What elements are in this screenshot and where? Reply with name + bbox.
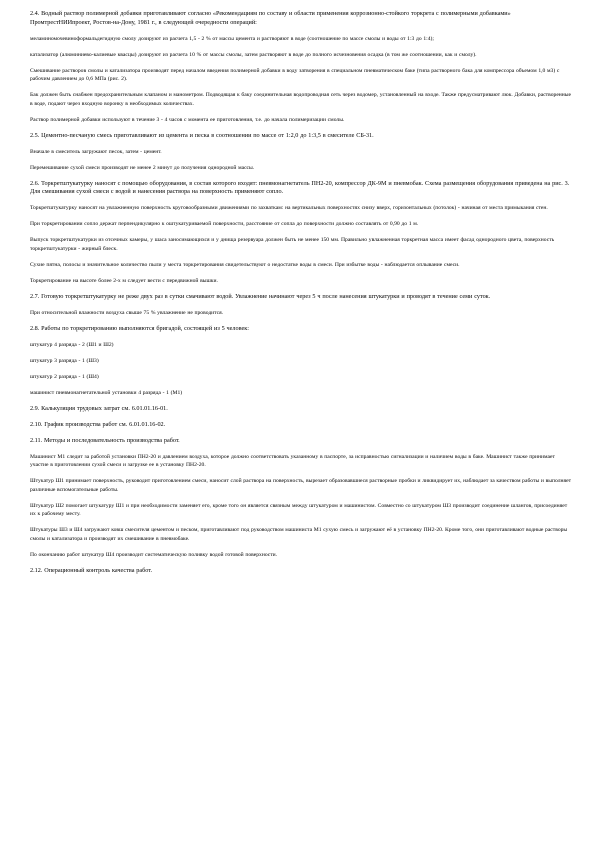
crew-member-m1: машинист пневмонагнетательной установки 4 разряда - 1 (М1) [30,389,183,396]
catalyst-dosing-paragraph: катализатор (алюминиево-калиевые квасцы) дозируют из расчета 10 % от массы смолы, затем растворяют в воде до полного исчезновения осадка (в том же соотношении, как и смолу). [30,51,477,58]
loading-order-paragraph: Вначале в смеситель загружают песок, затем - цемент. [30,148,162,155]
crew-member-sh4: штукатур 2 разряда - 1 (Ш4) [30,373,99,380]
crew-member-sh3: штукатур 3 разряда - 1 (Ш3) [30,357,99,364]
final-watering-paragraph: По окончанию работ штукатур Ш4 производит систематическую поливку водой готовой поверхности. [30,551,278,558]
resin-dosing-paragraph: меламиномочевиноформальдегидную смолу дозируют из расчета 1,5 - 2 % от массы цемента и растворяют в воде (соотношение по массе смолы и воды от 1:3 до 1:4); [30,35,434,42]
section-2-4-paragraph: 2.4. Водный раствор полимерной добавки приготавливают согласно «Рекомендациям по составу и области применения коррозионно-стойкого торкрета с полимерными добавками» ПромтрестНИИпроект, Ростов-на-Дону, 1981 г., в следующей очередности операций: [30,10,511,26]
dry-mix-paragraph: Перемешивание сухой смеси производят не менее 2 минут до получения однородной массы. [30,164,255,171]
solution-usage-paragraph: Раствор полимерной добавки используют в течение 3 - 4 часов с момента ее приготовления, т.е. до начала полимеризации смолы. [30,116,345,123]
crew-member-sh1-sh2: штукатур 4 разряда - 2 (Ш1 и Ш2) [30,341,114,348]
operator-m1-duties-paragraph: Машинист М1 следит за работой установки ПН2-20 и давлением воздуха, которое должно соответствовать указанному в паспорте, за исправностью сигнализации и наличием воды в баке. Машинист также принимает участие в приготовлении сухой смеси и загрузке ее в установку ПН2-20. [30,453,555,469]
plasterer-sh1-duties-paragraph: Штукатур Ш1 принимает поверхность, руководит приготовлением смеси, наносит слой раствора на поверхность, вырезает образовавшиеся растворные пробки и ликвидирует их, наблюдает за качеством работы и выполняет различные вспомогательные работы. [30,478,572,493]
section-2-9-paragraph: 2.9. Калькуляция трудовых затрат см. 6.01.01.16-01. [30,404,168,412]
finish-quality-paragraph: Выпуск торкретштукатурки из отсечных камеры, у шаса заносимающихся и у днища резервуара должен быть не менее 150 мм. Правильно увлажненная торкретная масса имеет фасад однородного цвета, поверхность торкретштукатурки - жирный блеск. [30,237,555,252]
height-work-paragraph: Торкретирование на высоте более 2-х м следует вести с передвижной вышки. [30,277,218,284]
plasterers-sh3-sh4-duties-paragraph: Штукатуры Ш3 и Ш4 загружают ковш смесителя цементом и песком, приготавливают под руководством машиниста М1 сухую смесь и загружают её в установку ПН2-20. Кроме того, они приготавливают водные растворы смолы и катализатора и производят их смешивание в пневмобаке. [30,527,568,542]
section-2-12-paragraph: 2.12. Операционный контроль качества работ. [30,566,153,574]
section-2-8-paragraph: 2.8. Работы по торкретированию выполняются бригадой, состоящей из 5 человек: [30,324,249,332]
section-2-7-paragraph: 2.7. Готовую торкретштукатурку не реже двух раз в сутки смачивают водой. Увлажнение начинают через 5 ч после нанесения штукатурки и проводят в течение семи суток. [30,292,491,300]
water-deficit-paragraph: Сухие пятна, полосы и значительное количество пыли у места торкретирования свидетельствуют о недостатке воды в смеси. При избытке воды - наблюдается оплывание смеси. [30,261,460,268]
plasterer-sh2-duties-paragraph: Штукатур Ш2 помогает штукатуру Ш1 и при необходимости заменяет его, кроме того он является связным между штукатуром и машинистом. Совместно со штукатуром Ш3 производит соединение шлангов, присоединяет их к рабочему месту. [30,502,568,518]
humidity-note-paragraph: При относительной влажности воздуха свыше 75 % увлажнение не проводится. [30,309,224,316]
tank-equipment-paragraph: Бак должен быть снабжен предохранительным клапаном и манометром. Подводящая к баку соединительная водопроводная сеть через водомер, установленный на входе. Также предусматривают люк. Добавки, растворенные в воде, подают через входную воронку в необходимых количествах. [30,92,572,107]
nozzle-distance-paragraph: При торкретировании сопло держат перпендикулярно к оштукатуриваемой поверхности, расстояние от сопла до поверхности должно составлять от 0,90 до 1 м. [30,221,419,228]
section-2-6-paragraph: 2.6. Торкретштукатурку наносят с помощью оборудования, в состав которого входят: пневмонагнетатель ПН2-20, компрессор ДК-9М и пневмобак. Схема размещения оборудования приведена на рис. 3. Для смешивания сухой смеси с водой и нанесения раствора на поверхность применяют сопло. [30,179,570,196]
section-2-11-paragraph: 2.11. Методы и последовательность производства работ. [30,436,180,444]
application-method-paragraph: Торкретштукатурку наносят на увлажненную поверхность круговообразными движениями по захваткам: на вертикальных поверхностях снизу вверх, горизонтальных (потолок) - начиная от места примыкания стен. [30,205,548,212]
section-2-10-paragraph: 2.10. График производства работ см. 6.01.01.16-02. [30,420,166,428]
section-2-5-paragraph: 2.5. Цементно-песчаную смесь приготавливают из цемента и песка в соотношении по массе от 1:2,0 до 1:3,5 в смесителе СБ-31. [30,131,374,139]
mixing-solutions-paragraph: Смешивание растворов смолы и катализатора производят перед началом введения полимерной добавки в воду затворения в специальном пневматическом баке (типа растворного бака для компрессора объемом 1,0 м3) с рабочим давлением до 0,6 МПа (рис. 2). [30,67,560,83]
